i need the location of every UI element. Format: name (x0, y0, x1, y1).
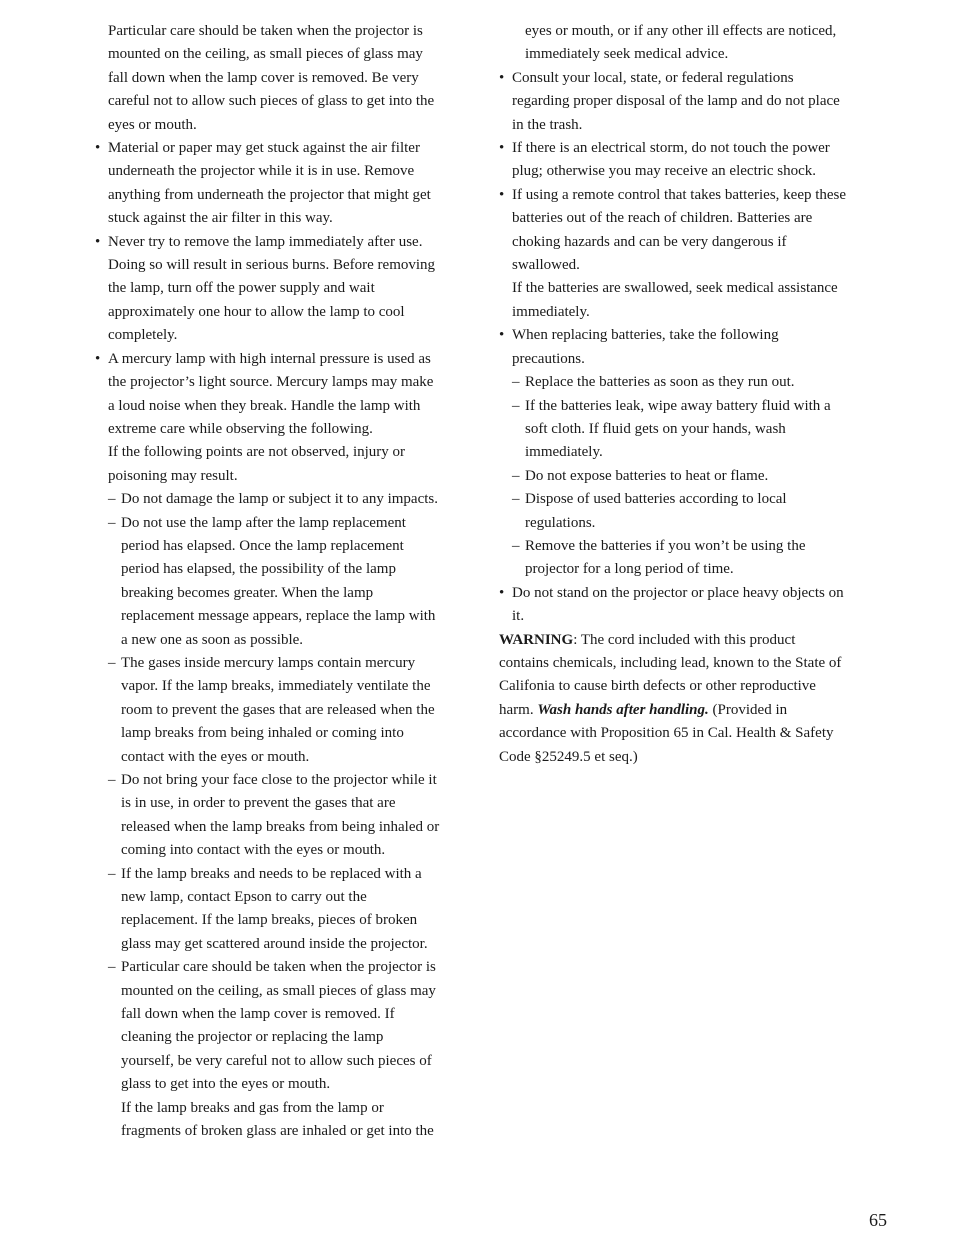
bullet-text: If using a remote control that takes batteries, keep these batteries out of the reach of children. Batteries are choking hazards and can be very dangerous if swallowed. (512, 186, 847, 274)
warning-label: WARNING (499, 631, 574, 648)
dash-text: Do not use the lamp after the lamp replacement period has elapsed. Once the lamp replacement period has elapsed, the possibility of the lamp breaking becomes greater. When the lamp replacement message appears, replace the lamp with a new one as soon as possible. (121, 514, 436, 648)
continued-text: eyes or mouth, or if any other ill effects are noticed, immediately seek medical advice. (525, 23, 837, 63)
dash-text: If the lamp breaks and needs to be replaced with a new lamp, contact Epson to carry out the replacement. If the lamp breaks, pieces of broken glass may get scattered around inside the projector. (121, 865, 428, 952)
bullet-batteries-children (499, 184, 847, 278)
bullet-air-filter (95, 137, 440, 231)
page-number: 65 (869, 1210, 887, 1230)
dash-text: Do not expose batteries to heat or flame. (525, 467, 769, 484)
dash-text: Remove the batteries if you won’t be using the projector for a long period of time. (525, 537, 806, 578)
bullet-lamp-removal (95, 231, 440, 348)
dash-item-contact-epson (95, 863, 440, 957)
bullet-replacing-batteries (499, 324, 847, 371)
ceiling-mount-note: If the lamp breaks and gas from the lamp or fragments of broken glass are inhaled or get into the (121, 1099, 434, 1140)
right-column (499, 20, 847, 769)
dash-mark: – (512, 537, 520, 554)
bullet-text: If there is an electrical storm, do not touch the power plug; otherwise you may receive an electric shock. (512, 140, 830, 180)
warning-text: : The cord included with this product contains chemicals, including lead, known to the State of Califonia to cause birth defects or other reproductive harm. (499, 631, 842, 718)
dash-mark: – (512, 467, 520, 484)
dash-mark: – (108, 491, 116, 508)
dash-item-heat (499, 465, 847, 488)
dash-text: Replace the batteries as soon as they run out. (525, 374, 795, 391)
bullet-mark: • (499, 584, 505, 601)
bullet-text: A mercury lamp with high internal pressure is used as the projector’s light source. Mercury lamps may make a loud noise when they break. Handle the lamp with extreme care while observing the following. (108, 350, 434, 437)
dash-mark: – (108, 514, 116, 531)
bullet-mercury-lamp (95, 348, 440, 442)
paragraph-ceiling-glass: Particular care should be taken when the projector is mounted on the ceiling, as small pieces of glass may fall down when the lamp cover is removed. Be very careful not to allow such pieces of glass to get into the eyes or mouth. (108, 23, 435, 133)
warning-paragraph (499, 629, 847, 769)
dash-text: Particular care should be taken when the projector is mounted on the ceiling, as small pieces of glass may fall down when the lamp cover is removed. If cleaning the projector or replacing the lamp yourself, be very careful not to allow such pieces of glass to get into the eyes or mouth. (121, 959, 436, 1093)
dash-item-leak (499, 395, 847, 465)
dash-item-mercury-vapor (95, 652, 440, 769)
bullet-mark: • (499, 140, 505, 157)
dash-text: Do not bring your face close to the projector while it is in use, in order to prevent the gases that are released when the lamp breaks from being inhaled or coming into contact with the eyes or mouth. (121, 772, 440, 859)
bullet-regulations (499, 67, 847, 137)
warning-tail: (Provided in accordance with Proposition 65 in Cal. Health & Safety Code §25249.5 et seq.) (499, 701, 834, 765)
dash-mark: – (512, 397, 520, 414)
dash-text: If the batteries leak, wipe away battery fluid with a soft cloth. If fluid gets on your hands, wash immediately. (525, 397, 831, 461)
dash-item-replacement-period (95, 512, 440, 652)
dash-mark: – (108, 865, 116, 882)
bullet-mark: • (499, 69, 505, 86)
bullet-text: Never try to remove the lamp immediately after use. Doing so will result in serious burns. Before removing the lamp, turn off the power supply and wait approximately one hour to allow the lamp to cool completely. (108, 233, 436, 344)
dash-item-ceiling-mount (95, 956, 440, 1096)
dash-text: Dispose of used batteries according to local regulations. (525, 491, 787, 531)
bullet-mark: • (95, 350, 101, 367)
dash-mark: – (512, 374, 520, 391)
bullet-text: Do not stand on the projector or place heavy objects on it. (512, 584, 844, 625)
bullet-do-not-stand (499, 582, 847, 629)
bullet-mark: • (499, 186, 505, 203)
bullet-electrical-storm (499, 137, 847, 184)
dash-text: Do not damage the lamp or subject it to any impacts. (121, 491, 439, 508)
bullet-mark: • (95, 233, 101, 250)
warning-emphasis: Wash hands after handling. (537, 701, 709, 718)
dash-item-run-out (499, 371, 847, 394)
dash-mark: – (108, 654, 116, 671)
batteries-swallowed-note: If the batteries are swallowed, seek medical assistance immediately. (512, 280, 838, 320)
bullet-mark: • (95, 140, 101, 157)
dash-item-face-close (95, 769, 440, 863)
dash-mark: – (512, 491, 520, 508)
dash-mark: – (108, 959, 116, 976)
dash-item-remove-batteries (499, 535, 847, 582)
bullet-text: Material or paper may get stuck against the air filter underneath the projector while it is in use. Remove anything from underneath the projector that might get stuck against the air filter in this way. (108, 140, 431, 227)
dash-mark: – (108, 772, 116, 788)
bullet-text: Consult your local, state, or federal regulations regarding proper disposal of the lamp and do not place in the trash. (512, 69, 840, 133)
bullet-mark: • (499, 327, 505, 344)
bullet-text: When replacing batteries, take the following precautions. (512, 327, 779, 367)
dash-item-dispose (499, 488, 847, 535)
dash-item-damage (95, 488, 440, 511)
left-column (95, 20, 440, 1144)
dash-text: The gases inside mercury lamps contain mercury vapor. If the lamp breaks, immediately ventilate the room to prevent the gases that are released when the lamp breaks from being inhaled or coming into contact with the eyes or mouth. (121, 654, 435, 765)
mercury-lamp-note: If the following points are not observed, injury or poisoning may result. (108, 444, 406, 484)
